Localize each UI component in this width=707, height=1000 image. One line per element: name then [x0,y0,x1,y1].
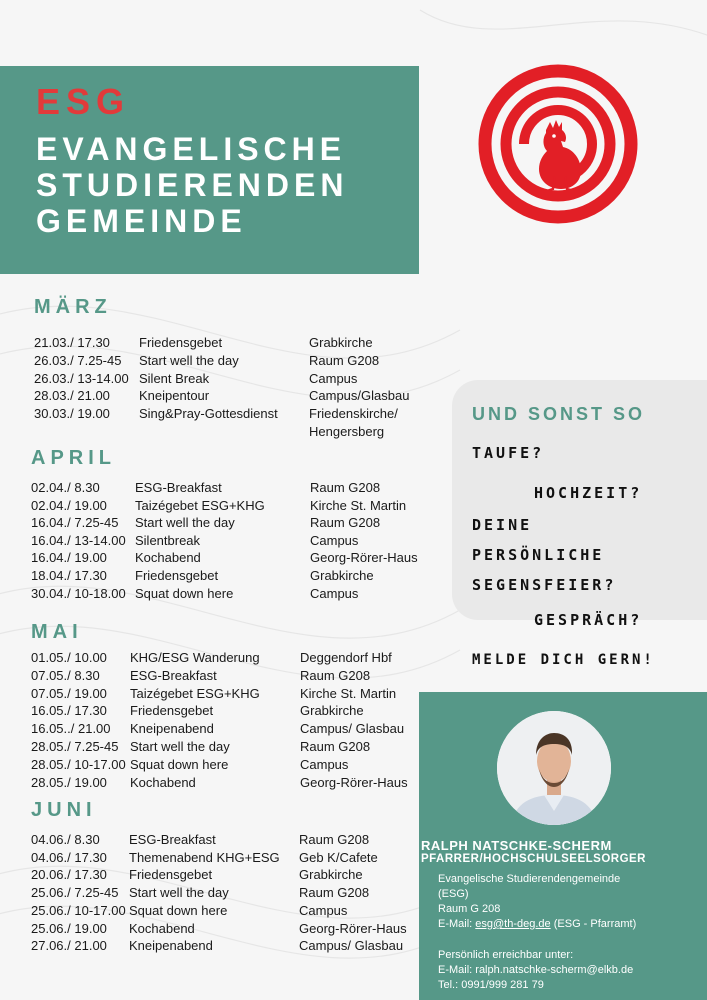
event-date: 16.05../ 21.00 [31,721,111,737]
event-date: 28.05./ 10-17.00 [31,756,126,772]
event-place: Kirche St. Martin [310,497,407,513]
event-event: Silentbreak [135,532,201,548]
event-date: 26.03./ 7.25-45 [34,352,122,368]
event-date: 30.04./ 10-18.00 [31,585,126,601]
email-suffix: (ESG - Pfarramt) [550,918,637,930]
segen-line-3: SEGENSFEIER? [472,576,617,594]
event-place: Georg-Rörer-Haus [299,920,407,936]
event-place: Deggendorf Hbf [300,650,392,665]
event-place: Campus [309,370,358,386]
sonst-heading: UND SONST SO [472,404,646,424]
event-place: Raum G208 [309,352,380,368]
event-date: 01.05./ 10.00 [31,650,107,665]
event-place: Kirche St. Martin [300,685,397,701]
event-event: Friedensgebet [130,703,214,719]
contact-room: Raum G 208 [438,903,501,915]
segen-line-2: PERSÖNLICHE [472,546,605,564]
event-place: Grabkirche [300,703,364,719]
event-event: Kneipentour [139,388,210,404]
event-event: ESG-Breakfast [130,667,217,683]
event-event: ESG-Breakfast [135,480,222,495]
event-event: Start well the day [139,352,239,368]
event-date: 07.05./ 8.30 [31,667,100,683]
event-date: 07.05./ 19.00 [31,685,107,701]
contact-org-2: (ESG) [438,888,469,900]
event-date: 04.06./ 8.30 [31,832,100,847]
esg-abbreviation: ESG [36,81,131,122]
event-date: 02.04./ 19.00 [31,497,107,513]
event-place: Friedenskirche/ [309,406,398,422]
event-event: Kneipenabend [130,721,214,737]
event-place: Campus [299,902,348,918]
event-place: Grabkirche [309,335,373,350]
event-event: Friedensgebet [139,335,223,350]
title-line-2: STUDIERENDEN [36,167,349,203]
event-event: Taizégebet ESG+KHG [135,497,265,513]
event-event: Kneipenabend [129,938,213,954]
section-heading: APRIL [31,447,116,469]
event-place: Campus [310,585,359,601]
event-event: Start well the day [130,739,230,754]
event-date: 16.04./ 19.00 [31,550,107,566]
contact-phone: Tel.: 0991/999 281 79 [438,979,544,991]
rooster-spiral-logo-icon [478,64,638,224]
event-place: Raum G208 [300,667,371,683]
person-portrait-icon [497,711,611,825]
title-line-1: EVANGELISCHE [36,131,347,167]
event-date: 25.06./ 10-17.00 [31,902,126,918]
event-date: 28.05./ 7.25-45 [31,739,119,754]
contact-org-1: Evangelische Studierendengemeinde [438,873,621,885]
contact-email-line [438,917,636,931]
event-place: Campus/ Glasbau [299,938,404,954]
contact-name: RALPH NATSCHKE-SCHERM [421,838,612,853]
event-event: Silent Break [139,370,210,386]
event-date: 02.04./ 8.30 [31,480,100,495]
contact-personal-email: E-Mail: ralph.natschke-scherm@elkb.de [438,964,634,976]
event-event: ESG-Breakfast [129,832,216,847]
event-event: Kochabend [129,920,195,936]
section-heading: MÄRZ [34,296,112,318]
event-event: Squat down here [135,585,234,601]
event-place: Campus [310,532,359,548]
event-event: Taizégebet ESG+KHG [130,685,260,701]
event-date: 28.05./ 19.00 [31,774,107,790]
event-place: Campus [300,756,349,772]
contact-photo [497,711,611,825]
gespraech-question: GESPRÄCH? [534,611,643,629]
event-event: Friedensgebet [129,867,213,883]
event-place: Raum G208 [299,832,370,847]
event-event: Squat down here [130,756,229,772]
hochzeit-question: HOCHZEIT? [534,484,643,502]
event-place: Georg-Rörer-Haus [300,774,408,790]
event-date: 28.03./ 21.00 [34,388,110,404]
event-date: 16.05./ 17.30 [31,703,107,719]
event-place: Campus/Glasbau [309,388,410,404]
event-event: Themenabend KHG+ESG [129,849,280,865]
contact-role: PFARRER/HOCHSCHULSEELSORGER [421,853,646,865]
event-place: Geb K/Cafete [299,849,378,865]
event-date: 20.06./ 17.30 [31,867,107,883]
melde-dich-text: MELDE DICH GERN! [472,652,655,668]
section-heading: JUNI [31,799,97,821]
event-date: 18.04./ 17.30 [31,568,107,583]
event-date: 30.03./ 19.00 [34,406,110,422]
event-date: 25.06./ 7.25-45 [31,885,119,901]
event-event: Squat down here [129,902,228,918]
event-place: Hengersberg [309,424,385,439]
contact-personal-label: Persönlich erreichbar unter: [438,949,574,961]
event-place: Raum G208 [310,480,381,495]
event-event: Start well the day [135,515,235,531]
event-date: 04.06./ 17.30 [31,849,107,865]
event-place: Grabkirche [310,568,374,583]
event-date: 21.03./ 17.30 [34,335,110,350]
event-event: Kochabend [135,550,201,566]
section-heading: MAI [31,621,83,643]
event-place: Raum G208 [300,739,371,754]
event-place: Raum G208 [310,515,381,531]
event-place: Grabkirche [299,867,363,883]
esg-email-link[interactable]: esg@th-deg.de [475,918,551,930]
event-event: KHG/ESG Wanderung [130,650,260,665]
event-place: Campus/ Glasbau [300,721,405,737]
event-event: Sing&Pray-Gottesdienst [139,406,278,422]
event-event: Friedensgebet [135,568,219,583]
event-date: 25.06./ 19.00 [31,920,107,936]
event-place: Georg-Rörer-Haus [310,550,418,566]
event-date: 16.04./ 7.25-45 [31,515,119,531]
segen-line-1: DEINE [472,516,533,534]
event-date: 27.06./ 21.00 [31,938,107,954]
event-date: 26.03./ 13-14.00 [34,370,129,386]
taufe-question: TAUFE? [472,444,545,462]
event-date: 16.04./ 13-14.00 [31,532,126,548]
event-event: Start well the day [129,885,229,901]
event-event: Kochabend [130,774,196,790]
email-label: E-Mail: [438,918,476,930]
event-place: Raum G208 [299,885,370,901]
title-line-3: GEMEINDE [36,203,247,239]
